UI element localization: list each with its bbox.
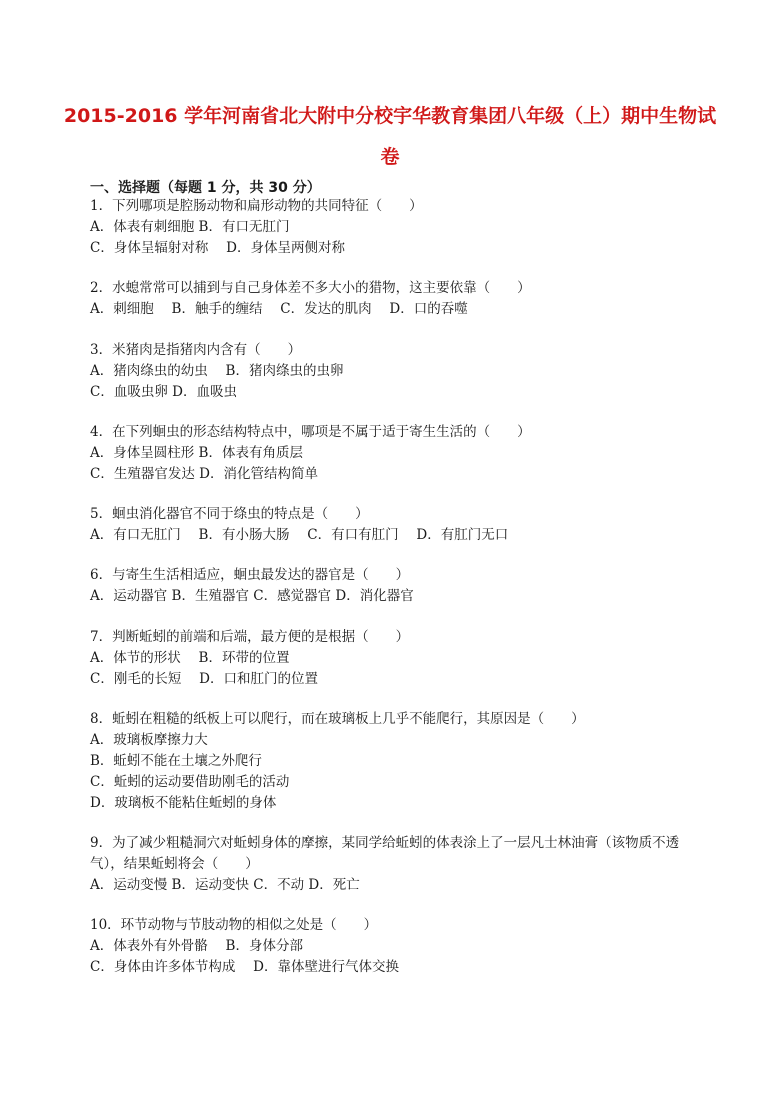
question-4-options-2: C．生殖器官发达 D．消化管结构简单 xyxy=(90,466,318,482)
question-10-options-1: A．体表外有外骨骼 B．身体分部 xyxy=(90,938,303,954)
section-heading: 一、选择题（每题 1 分，共 30 分） xyxy=(90,180,321,196)
question-5-stem: 5．蛔虫消化器官不同于绦虫的特点是（ ） xyxy=(90,506,369,522)
question-10-options-2: C．身体由许多体节构成 D．靠体壁进行气体交换 xyxy=(90,959,399,975)
question-8-option-a: A．玻璃板摩擦力大 xyxy=(90,732,208,748)
question-3-stem: 3．米猪肉是指猪肉内含有（ ） xyxy=(90,342,302,358)
question-7-options-1: A．体节的形状 B．环带的位置 xyxy=(90,650,290,666)
question-4-options-1: A．身体呈圆柱形 B．体表有角质层 xyxy=(90,445,303,461)
question-1-options-1: A．体表有刺细胞 B．有口无肛门 xyxy=(90,219,290,235)
question-8-option-d: D．玻璃板不能粘住蚯蚓的身体 xyxy=(90,795,277,811)
question-5-options-1: A．有口无肛门 B．有小肠大肠 C．有口有肛门 D．有肛门无口 xyxy=(90,527,509,543)
question-1-options-2: C．身体呈辐射对称 D．身体呈两侧对称 xyxy=(90,240,345,256)
question-7-stem: 7．判断蚯蚓的前端和后端，最方便的是根据（ ） xyxy=(90,629,410,645)
question-1-stem: 1．下列哪项是腔肠动物和扁形动物的共同特征（ ） xyxy=(90,198,423,214)
question-10-stem: 10．环节动物与节肢动物的相似之处是（ ） xyxy=(90,917,378,933)
document-title-line-1: 2015-2016 学年河南省北大附中分校宇华教育集团八年级（上）期中生物试 xyxy=(63,105,717,127)
question-6-options-1: A．运动器官 B．生殖器官 C．感觉器官 D．消化器官 xyxy=(90,588,414,604)
question-3-options-1: A．猪肉绦虫的幼虫 B．猪肉绦虫的虫卵 xyxy=(90,363,344,379)
question-4-stem: 4．在下列蛔虫的形态结构特点中，哪项是不属于适于寄生生活的（ ） xyxy=(90,424,531,440)
question-9-options-1: A．运动变慢 B．运动变快 C．不动 D．死亡 xyxy=(90,877,360,893)
question-2-stem: 2．水螅常常可以捕到与自己身体差不多大小的猎物，这主要依靠（ ） xyxy=(90,280,531,296)
question-8-option-b: B．蚯蚓不能在土壤之外爬行 xyxy=(90,753,262,769)
question-7-options-2: C．刚毛的长短 D．口和肛门的位置 xyxy=(90,671,318,687)
question-8-stem: 8．蚯蚓在粗糙的纸板上可以爬行，而在玻璃板上几乎不能爬行，其原因是（ ） xyxy=(90,711,585,727)
question-8-option-c: C．蚯蚓的运动要借助刚毛的活动 xyxy=(90,774,290,790)
question-3-options-2: C．血吸虫卵 D．血吸虫 xyxy=(90,384,237,400)
question-9-stem: 9．为了减少粗糙洞穴对蚯蚓身体的摩擦，某同学给蚯蚓的体表涂上了一层凡士林油膏（该物质不透 xyxy=(90,835,680,851)
question-9-stem-continued: 气），结果蚯蚓将会（ ） xyxy=(90,856,259,872)
question-2-options-1: A．刺细胞 B．触手的缠结 C．发达的肌肉 D．口的吞噬 xyxy=(90,301,468,317)
question-6-stem: 6．与寄生生活相适应，蛔虫最发达的器官是（ ） xyxy=(90,567,410,583)
document-title-line-2: 卷 xyxy=(380,146,400,168)
